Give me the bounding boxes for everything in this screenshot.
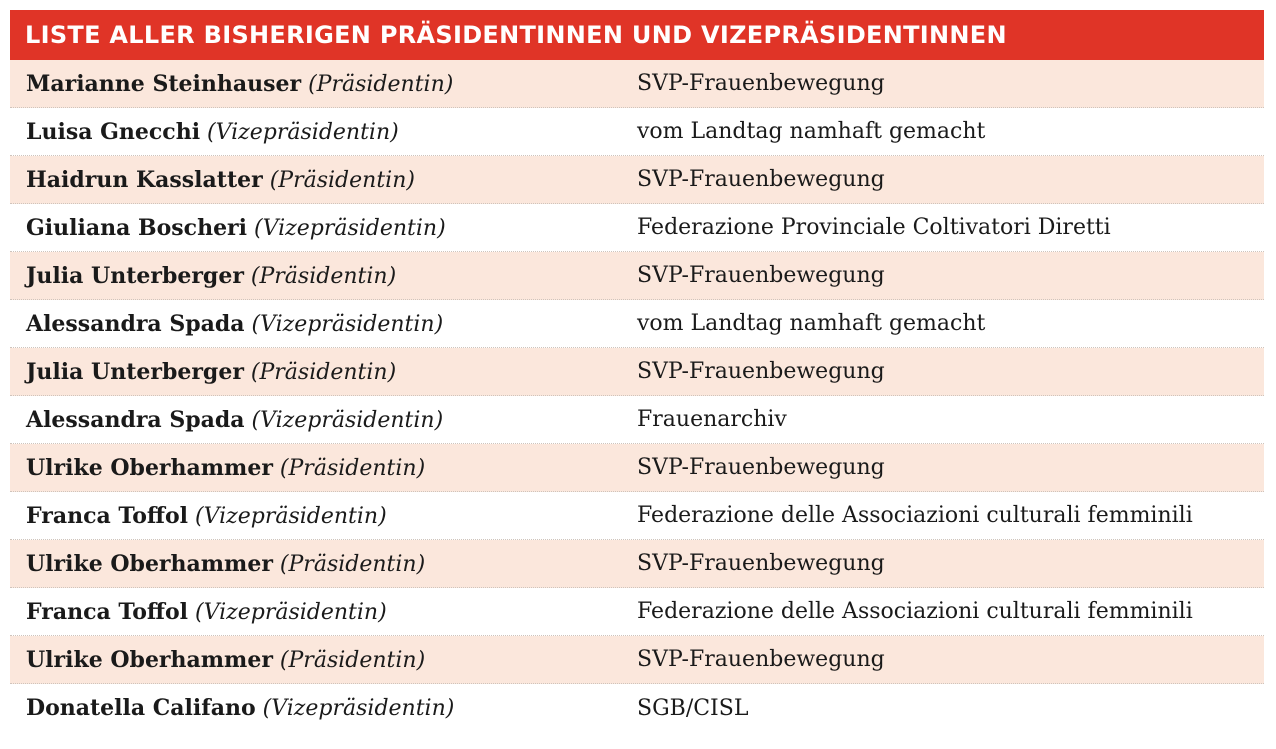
person-name: Luisa Gnecchi [26,118,201,145]
organization-cell: SVP-Frauenbewegung [637,167,885,192]
organization-cell: Federazione delle Associazioni culturali femminili [637,503,1193,528]
name-cell [10,599,622,625]
person-role: (Vizepräsidentin) [254,215,446,241]
organization-cell: vom Landtag namhaft gemacht [637,119,986,144]
person-role: (Vizepräsidentin) [195,503,387,529]
table-title: LISTE ALLER BISHERIGEN PRÄSIDENTINNEN UND VIZEPRÄSIDENTINNEN [10,10,1264,60]
table-row [10,636,1264,684]
organization-cell: SVP-Frauenbewegung [637,71,885,96]
organization-cell: SVP-Frauenbewegung [637,359,885,384]
name-cell [10,551,622,577]
table-row [10,108,1264,156]
name-cell [10,119,622,145]
person-role: (Präsidentin) [308,71,454,97]
organization-cell: Federazione delle Associazioni culturali femminili [637,599,1193,624]
person-name: Franca Toffol [26,502,188,529]
name-cell [10,503,622,529]
person-name: Haidrun Kasslatter [26,166,263,193]
organization-cell: SVP-Frauenbewegung [637,551,885,576]
table-row [10,204,1264,252]
organization-cell: SVP-Frauenbewegung [637,455,885,480]
table-body [10,60,1264,732]
name-cell [10,311,622,337]
organization-cell: SGB/CISL [637,695,749,721]
person-role: (Vizepräsidentin) [251,407,444,433]
organization-cell: Frauenarchiv [637,407,787,432]
person-role: (Präsidentin) [269,167,415,193]
name-cell [10,359,622,385]
person-name: Donatella Califano [26,695,256,721]
person-role: (Vizepräsidentin) [251,311,444,337]
table-row [10,588,1264,636]
person-name: Alessandra Spada [26,406,245,433]
organization-cell: SVP-Frauenbewegung [637,647,885,672]
person-name: Ulrike Oberhammer [26,646,273,673]
person-role: (Vizepräsidentin) [207,119,399,145]
name-cell [10,695,622,721]
person-name: Giuliana Boscheri [26,214,248,241]
table-row [10,540,1264,588]
person-role: (Präsidentin) [279,455,426,481]
organization-cell: Federazione Provinciale Coltivatori Diretti [637,215,1111,240]
table-row [10,396,1264,444]
table-row [10,300,1264,348]
person-name: Julia Unterberger [26,262,244,289]
table-row [10,444,1264,492]
person-role: (Präsidentin) [250,359,397,385]
table-row [10,156,1264,204]
organization-cell: vom Landtag namhaft gemacht [637,311,986,336]
person-name: Julia Unterberger [26,358,244,385]
table-row [10,684,1264,732]
person-name: Alessandra Spada [26,310,245,337]
name-cell [10,455,622,481]
name-cell [10,647,622,673]
person-name: Franca Toffol [26,598,188,625]
person-role: (Vizepräsidentin) [195,599,387,625]
person-name: Marianne Steinhauser [26,70,302,97]
person-role: (Präsidentin) [279,647,426,673]
table-row [10,492,1264,540]
person-name: Ulrike Oberhammer [26,454,273,481]
name-cell [10,263,622,289]
table-row [10,348,1264,396]
organization-cell: SVP-Frauenbewegung [637,263,885,288]
table-row [10,252,1264,300]
person-role: (Vizepräsidentin) [262,696,455,721]
person-role: (Präsidentin) [250,263,397,289]
presidents-table [10,10,1264,732]
name-cell [10,407,622,433]
name-cell [10,167,622,193]
person-role: (Präsidentin) [279,551,426,577]
person-name: Ulrike Oberhammer [26,550,273,577]
name-cell [10,71,622,97]
table-row [10,60,1264,108]
name-cell [10,215,622,241]
